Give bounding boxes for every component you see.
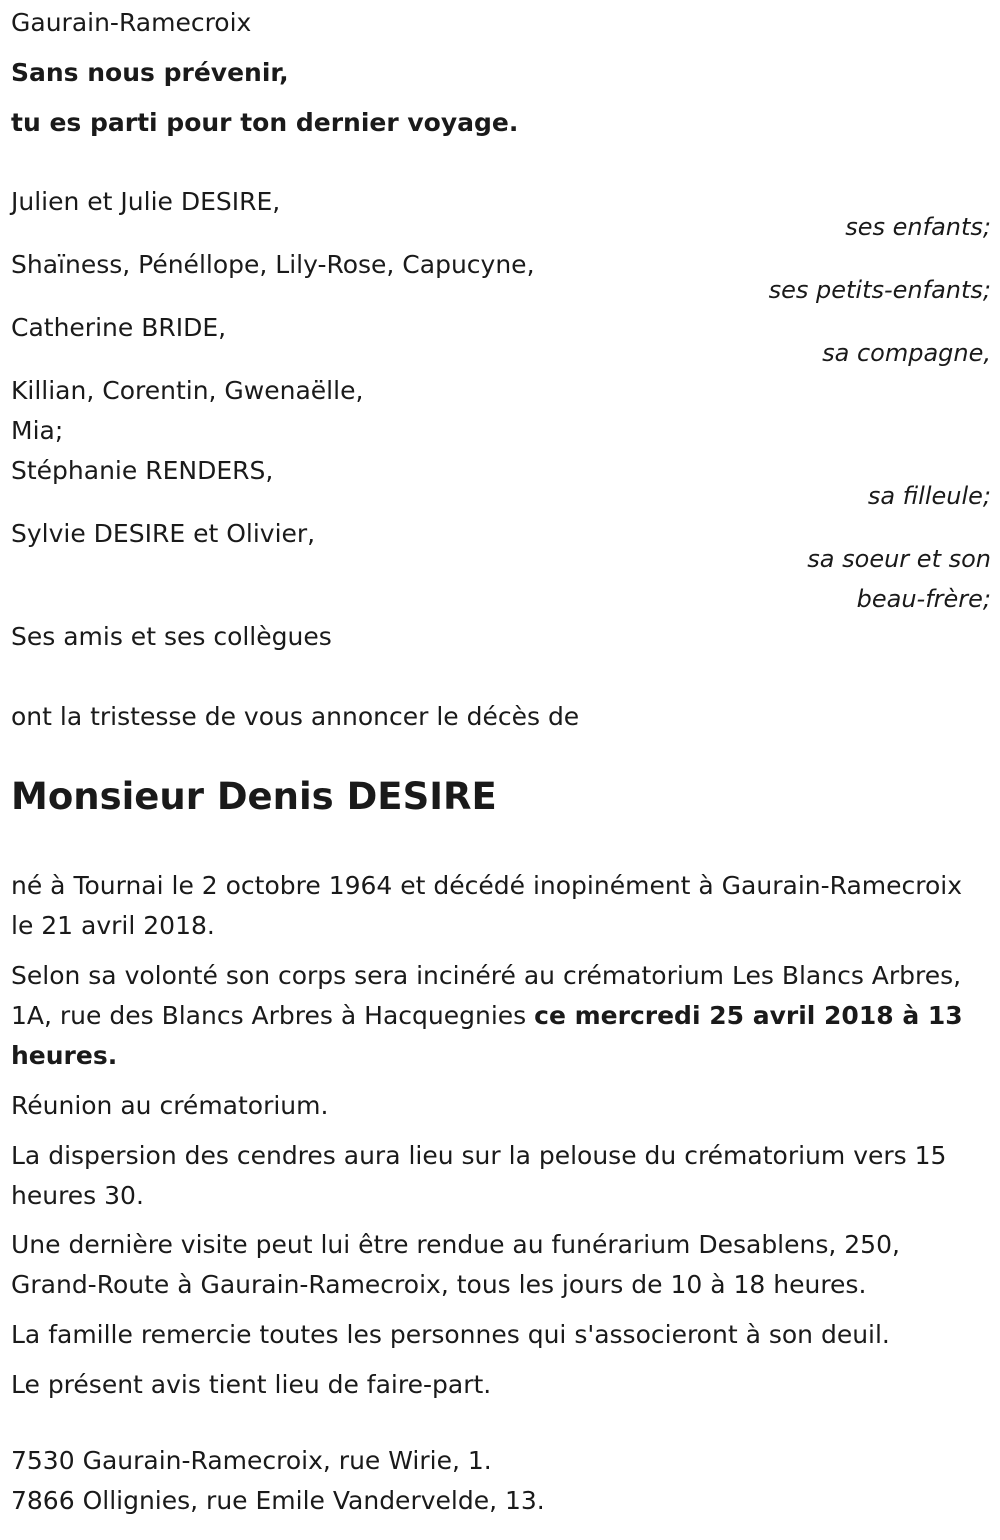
- family-names: Sylvie DESIRE et Olivier,: [11, 519, 316, 548]
- deceased-name: Monsieur Denis DESIRE: [11, 775, 497, 818]
- address: 7866 Ollignies, rue Emile Vandervelde, 13.: [11, 1486, 545, 1515]
- location: Gaurain-Ramecroix: [11, 8, 252, 37]
- family-names: Killian, Corentin, Gwenaëlle,: [11, 376, 364, 405]
- family-relation: ses enfants;: [845, 213, 991, 241]
- address: 7530 Gaurain-Ramecroix, rue Wirie, 1.: [11, 1446, 492, 1475]
- friends: Ses amis et ses collègues: [11, 622, 332, 651]
- announcement: ont la tristesse de vous annoncer le décès de: [11, 702, 580, 731]
- family-names: Mia;: [11, 416, 64, 445]
- family-names: Stéphanie RENDERS,: [11, 456, 274, 485]
- family-relation: beau-frère;: [856, 585, 991, 613]
- intro-line-2: tu es parti pour ton dernier voyage.: [11, 108, 519, 137]
- family-relation: ses petits-enfants;: [768, 276, 991, 304]
- notice: Le présent avis tient lieu de faire-part.: [11, 1370, 492, 1399]
- cremation-info: [11, 956, 971, 1076]
- dispersion: La dispersion des cendres aura lieu sur la pelouse du crématorium vers 15 heures 30.: [11, 1141, 947, 1210]
- family-names: Catherine BRIDE,: [11, 313, 227, 342]
- family-relation: sa compagne,: [822, 339, 991, 367]
- intro-line-1: Sans nous prévenir,: [11, 58, 289, 87]
- cremation-date: ce mercredi 25 avril 2018 à 13 heures.: [11, 1001, 963, 1070]
- thanks: La famille remercie toutes les personnes qui s'associeront à son deuil.: [11, 1320, 890, 1349]
- reunion: Réunion au crématorium.: [11, 1091, 329, 1120]
- birth-death: né à Tournai le 2 octobre 1964 et décédé inopinément à Gaurain-Ramecroix le 21 avril 2018.: [11, 871, 963, 940]
- visit: Une dernière visite peut lui être rendue au funérarium Desablens, 250, Grand-Route à Gaurain-Ramecroix, tous les jours de 10 à 18 heures.: [11, 1230, 900, 1299]
- family-relation: sa soeur et son: [807, 545, 991, 573]
- family-relation: sa filleule;: [867, 482, 991, 510]
- family-names: Shaïness, Pénéllope, Lily-Rose, Capucyne,: [11, 250, 535, 279]
- cremation-text: Selon sa volonté son corps sera incinéré au crématorium Les Blancs Arbres, 1A, rue des Blancs Arbres à Hacquegnies: [11, 961, 962, 1030]
- family-names: Julien et Julie DESIRE,: [11, 187, 281, 216]
